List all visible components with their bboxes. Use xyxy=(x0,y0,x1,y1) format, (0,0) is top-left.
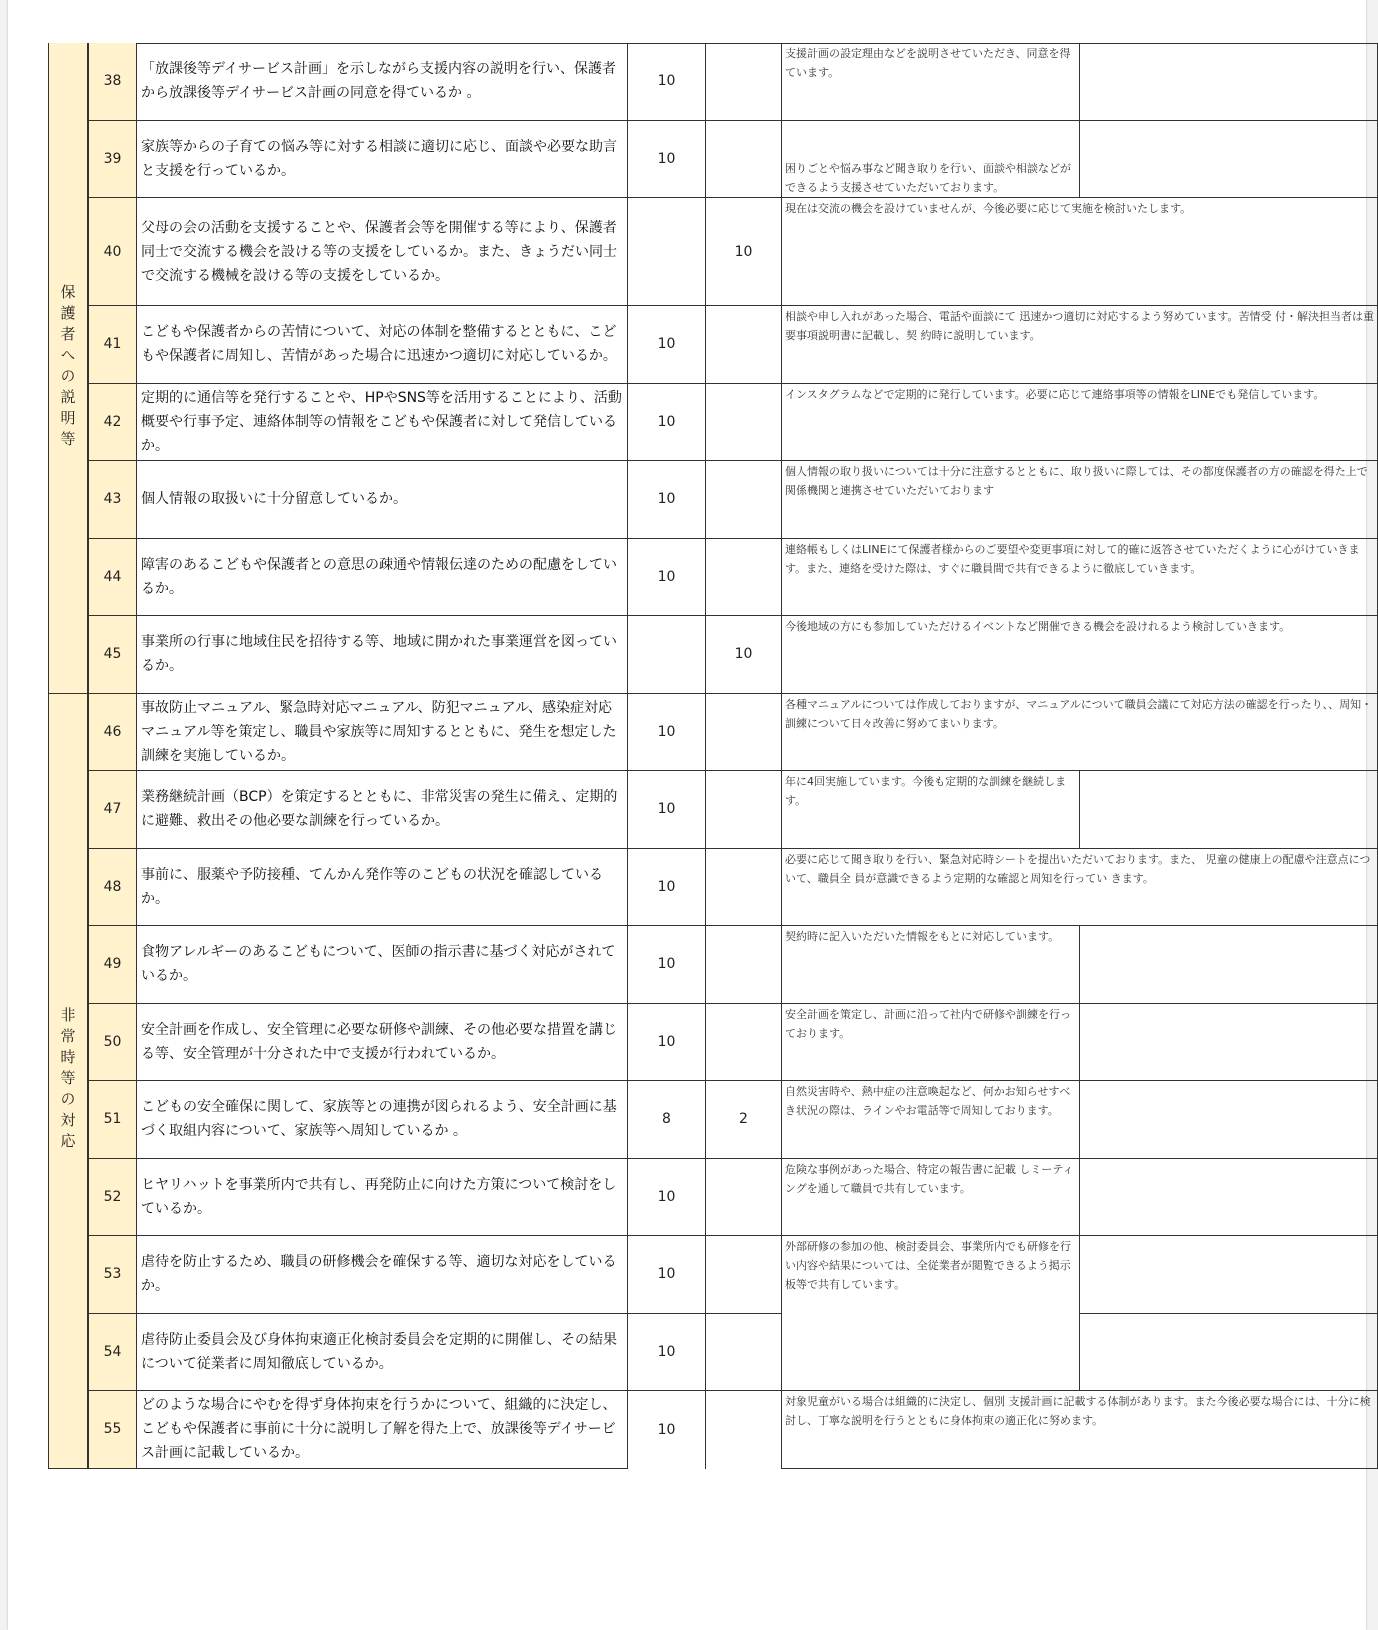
item-number: 45 xyxy=(88,616,136,694)
yes-count: 10 xyxy=(628,1314,705,1392)
question-text: 個人情報の取扱いに十分留意しているか。 xyxy=(136,461,628,539)
no-count xyxy=(705,121,782,199)
question-text: 食物アレルギーのあるこどもについて、医師の指示書に基づく対応がされているか。 xyxy=(136,926,628,1004)
question-text: 障害のあるこどもや保護者との意思の疎通や情報伝達のための配慮をしているか。 xyxy=(136,539,628,617)
item-number: 52 xyxy=(88,1159,136,1237)
item-number: 50 xyxy=(88,1004,136,1082)
comment-text: 今後地域の方にも参加していただけるイベントなど開催できる機会を設けれるよう検討していきます。 xyxy=(782,616,1378,694)
comment-text: 支援計画の設定理由などを説明させていただき、同意を得ています。 xyxy=(782,43,1080,121)
item-number: 40 xyxy=(88,198,136,306)
question-text: 虐待防止委員会及び身体拘束適正化検討委員会を定期的に開催し、その結果について従業者に周知徹底しているか。 xyxy=(136,1314,628,1392)
question-text: こどもの安全確保に関して、家族等との連携が図られるよう、安全計画に基づく取組内容について、家族等へ周知しているか 。 xyxy=(136,1081,628,1159)
blank-cell xyxy=(1080,1004,1378,1082)
item-number: 41 xyxy=(88,306,136,384)
no-count: 10 xyxy=(705,198,782,306)
no-count xyxy=(705,1314,782,1392)
no-count xyxy=(705,461,782,539)
comment-text: 個人情報の取り扱いについては十分に注意するとともに、取り扱いに際しては、その都度保護者の方の確認を得た上で関係機関と連携させていただいております xyxy=(782,461,1378,539)
item-number: 44 xyxy=(88,539,136,617)
comment-text: 現在は交流の機会を設けていませんが、今後必要に応じて実施を検討いたします。 xyxy=(782,198,1378,306)
item-number: 49 xyxy=(88,926,136,1004)
question-text: 父母の会の活動を支援することや、保護者会等を開催する等により、保護者同士で交流する機会を設ける等の支援をしているか。また、きょうだい同士で交流する機械を設ける等の支援をしているか。 xyxy=(136,198,628,306)
yes-count: 10 xyxy=(628,849,705,927)
table-row xyxy=(48,539,1360,617)
question-text: どのような場合にやむを得ず身体拘束を行うかについて、組織的に決定し、こどもや保護者に事前に十分に説明し了解を得た上で、放課後等デイサービス計画に記載しているか。 xyxy=(136,1391,628,1469)
item-number: 51 xyxy=(88,1081,136,1159)
blank-cell xyxy=(1080,926,1378,1004)
item-number: 38 xyxy=(88,43,136,121)
table-row xyxy=(48,694,1373,772)
question-text: 家族等からの子育ての悩み等に対する相談に適切に応じ、面談や必要な助言と支援を行っているか。 xyxy=(136,121,628,199)
yes-count: 10 xyxy=(657,1421,676,1438)
table-row xyxy=(48,198,1332,306)
category-label: 非常時等の対応 xyxy=(58,1007,77,1154)
blank-cell xyxy=(1080,1236,1378,1314)
table-row xyxy=(48,849,1371,927)
blank-cell xyxy=(1080,1081,1378,1159)
no-count xyxy=(705,1236,782,1314)
table-row xyxy=(48,926,1332,1004)
table-row xyxy=(48,1314,1332,1392)
yes-count: 10 xyxy=(628,926,705,1004)
no-count: 2 xyxy=(705,1081,782,1159)
item-number: 39 xyxy=(88,121,136,199)
yes-count: 10 xyxy=(628,43,705,121)
comment-text xyxy=(782,121,1080,199)
comment-text: 契約時に記入いただいた情報をもとに対応しています。 xyxy=(782,926,1080,1004)
table-row xyxy=(48,461,1368,539)
table-row xyxy=(48,1236,1332,1314)
yes-count: 10 xyxy=(628,539,705,617)
question-text: 事業所の行事に地域住民を招待する等、地域に開かれた事業運営を図っているか。 xyxy=(136,616,628,694)
no-count xyxy=(705,384,782,462)
yes-count: 10 xyxy=(628,121,705,199)
yes-count: 8 xyxy=(628,1081,705,1159)
question-text: ヒヤリハットを事業所内で共有し、再発防止に向けた方策について検討をしているか。 xyxy=(136,1159,628,1237)
question-text: 事故防止マニュアル、緊急時対応マニュアル、防犯マニュアル、感染症対応マニュアル等を策定し、職員や家族等に周知するとともに、発生を想定した訓練を実施しているか。 xyxy=(136,694,628,772)
blank-cell xyxy=(1080,1314,1378,1392)
yes-count: 10 xyxy=(628,694,705,772)
question-text: こどもや保護者からの苦情について、対応の体制を整備するとともに、こどもや保護者に周知し、苦情があった場合に迅速かつ適切に対応しているか。 xyxy=(136,306,628,384)
question-text: 事前に、服薬や予防接種、てんかん発作等のこどもの状況を確認しているか。 xyxy=(136,849,628,927)
question-text: 「放課後等デイサービス計画」を示しながら支援内容の説明を行い、保護者から放課後等デイサービス計画の同意を得ているか 。 xyxy=(136,43,628,121)
comment-text: 年に4回実施しています。今後も定期的な訓練を継続します。 xyxy=(782,771,1080,849)
item-number: 47 xyxy=(88,771,136,849)
blank-cell xyxy=(1080,771,1378,849)
item-number: 48 xyxy=(88,849,136,927)
table-row xyxy=(48,1391,1371,1469)
yes-count: 10 xyxy=(628,771,705,849)
no-count xyxy=(705,694,782,772)
comment-text: 必要に応じて聞き取りを行い、緊急対応時シートを提出いただいております。また、 児童の健康上の配慮や注意点について、職員全 員が意識できるよう定期的な確認と周知を行ってい きます。 xyxy=(782,849,1378,927)
comment-text: 自然災害時や、熱中症の注意喚起など、何かお知らせすべき状況の際は、ラインやお電話等で周知しております。 xyxy=(782,1081,1080,1159)
table-row xyxy=(48,306,1374,384)
yes-count: 10 xyxy=(628,306,705,384)
question-text: 定期的に通信等を発行することや、HPやSNS等を活用することにより、活動概要や行事予定、連絡体制等の情報をこどもや保護者に対して発信しているか。 xyxy=(136,384,628,462)
item-number: 46 xyxy=(88,694,136,772)
comment-text: 外部研修の参加の他、検討委員会、事業所内でも研修を行い内容や結果については、全従業者が閲覧できるよう掲示板等で共有しています。 xyxy=(782,1236,1080,1391)
yes-count xyxy=(628,616,705,694)
yes-count: 10 xyxy=(628,1236,705,1314)
question-text: 虐待を防止するため、職員の研修機会を確保する等、適切な対応をしているか。 xyxy=(136,1236,628,1314)
no-count xyxy=(705,306,782,384)
item-number: 53 xyxy=(88,1236,136,1314)
blank-cell xyxy=(1080,121,1378,199)
page xyxy=(8,0,1374,1630)
no-count xyxy=(705,1004,782,1082)
comment-text: 安全計画を策定し、計画に沿って社内で研修や訓練を行っております。 xyxy=(782,1004,1080,1082)
yes-count: 10 xyxy=(628,1004,705,1082)
blank-cell xyxy=(1080,43,1378,121)
question-text: 業務継続計画（BCP）を策定するとともに、非常災害の発生に備え、定期的に避難、救出その他必要な訓練を行っているか。 xyxy=(136,771,628,849)
table-row xyxy=(48,384,1332,462)
no-count xyxy=(705,771,782,849)
no-count xyxy=(705,43,782,121)
yes-count xyxy=(628,198,705,306)
comment-text: 対象児童がいる場合は組織的に決定し、個別 支援計画に記載する体制があります。また今後必要な場合には、十分に検討し、丁寧な説明を行うとともに身体拘束の適正化に努めます。 xyxy=(782,1391,1378,1469)
no-count xyxy=(705,1159,782,1237)
no-count xyxy=(705,926,782,1004)
comment-text: インスタグラムなどで定期的に発行しています。必要に応じて連絡事項等の情報をLINEでも発信しています。 xyxy=(782,384,1378,462)
table-row xyxy=(48,616,1332,694)
table-row xyxy=(48,43,1332,121)
no-count xyxy=(705,1391,782,1469)
question-text: 安全計画を作成し、安全管理に必要な研修や訓練、その他必要な措置を講じる等、安全管理が十分された中で支援が行われているか。 xyxy=(136,1004,628,1082)
item-number: 43 xyxy=(88,461,136,539)
category-label: 保護者への説明等 xyxy=(58,283,77,452)
table-row xyxy=(48,1159,1332,1237)
comment-text: 各種マニュアルについては作成しておりますが、マニュアルについて職員会議にて対応方法の確認を行ったり、、周知・訓練について日々改善に努めてまいります。 xyxy=(782,694,1378,772)
comment-text: 相談や申し入れがあった場合、電話や面談にて 迅速かつ適切に対応するよう努めています。苦情受 付・解決担当者は重要事項説明書に記載し、契 約時に説明しています。 xyxy=(782,306,1378,384)
table-row xyxy=(48,771,1332,849)
no-count: 10 xyxy=(705,616,782,694)
item-number: 42 xyxy=(88,384,136,462)
table-row xyxy=(48,1081,1332,1159)
table-row xyxy=(48,1004,1332,1082)
yes-count: 10 xyxy=(628,461,705,539)
comment-text: 危険な事例があった場合、特定の報告書に記載 しミーティングを通して職員で共有しています。 xyxy=(782,1159,1080,1237)
yes-count: 10 xyxy=(628,1159,705,1237)
item-number: 54 xyxy=(88,1314,136,1392)
comment-text: 連絡帳もしくはLINEにて保護者様からのご要望や変更事項に対して的確に返答させていただくように心がけていきます。また、連絡を受けた際は、すぐに職員間で共有できるように徹底していきます。 xyxy=(782,539,1378,617)
no-count xyxy=(705,539,782,617)
yes-count: 10 xyxy=(628,384,705,462)
blank-cell xyxy=(1080,1159,1378,1237)
no-count xyxy=(705,849,782,927)
item-number: 55 xyxy=(88,1391,136,1469)
table-row xyxy=(48,121,1332,199)
comment-text-content: 困りごとや悩み事など聞き取りを行い、面談や相談などができるよう支援させていただいております。 xyxy=(785,162,1071,194)
